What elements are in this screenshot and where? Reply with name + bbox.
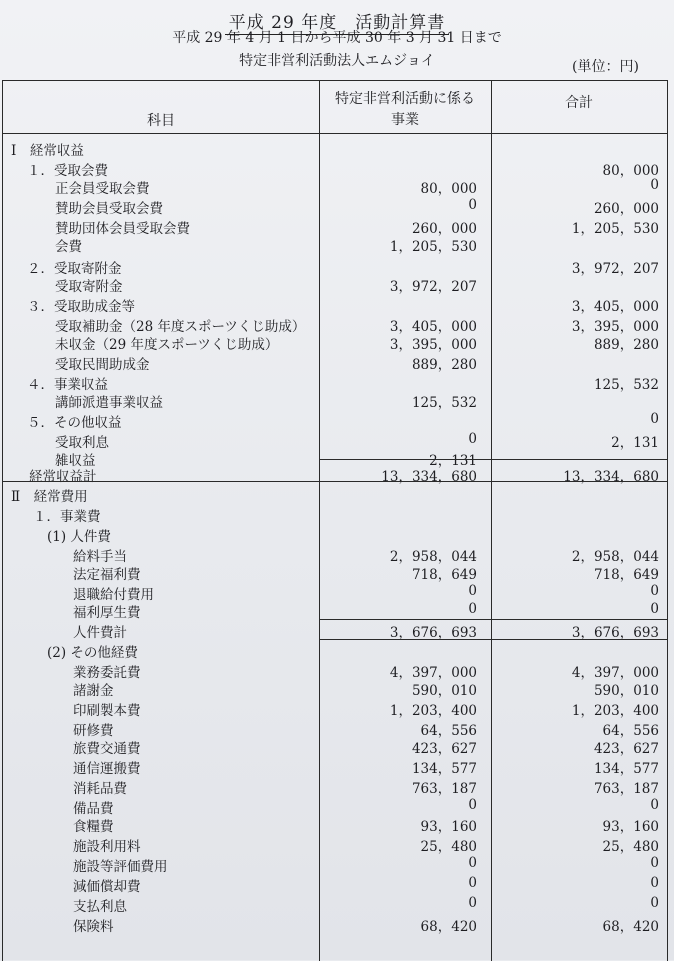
row-label: 賛助団体会員受取会費 <box>55 221 190 237</box>
table-row <box>3 737 667 757</box>
total-amount: 0 <box>650 875 659 891</box>
table-row <box>3 835 667 855</box>
business-amount: 3，676，693 <box>389 625 477 641</box>
business-amount: 3，972，207 <box>389 279 477 295</box>
organization-name: 特定非営利活動法人エムジョイ <box>239 53 435 69</box>
table-row <box>3 661 667 681</box>
row-label: 会費 <box>55 239 82 255</box>
total-amount: 260，000 <box>593 201 659 217</box>
row-label: ３．受取助成金等 <box>27 299 135 315</box>
business-amount: 80，000 <box>420 181 477 197</box>
table-row <box>3 295 667 315</box>
table-row <box>3 315 667 335</box>
total-amount: 13，334，680 <box>563 469 659 485</box>
table-row <box>3 505 667 525</box>
table-row <box>3 139 667 159</box>
table-row <box>3 545 667 565</box>
document-title: 平成 29 年度 活動計算書 <box>0 8 674 33</box>
row-label: 受取民間助成金 <box>55 357 150 373</box>
total-amount: 0 <box>650 855 659 871</box>
total-amount: 134，577 <box>593 761 659 777</box>
row-label: 印刷製本費 <box>73 703 141 719</box>
row-label: (1) 人件費 <box>47 529 111 545</box>
business-amount: 68，420 <box>420 919 477 935</box>
row-label: ２．受取寄附金 <box>27 261 122 277</box>
row-label: 施設利用料 <box>73 839 141 855</box>
row-label: 支払利息 <box>73 899 127 915</box>
table-row <box>3 197 667 217</box>
table-row <box>3 275 667 295</box>
row-label: 賛助会員受取会費 <box>55 201 163 217</box>
table-row <box>3 485 667 505</box>
row-label: ４．事業収益 <box>27 377 108 393</box>
total-amount: 25，480 <box>602 839 659 855</box>
header-total: 合計 <box>565 95 593 111</box>
total-amount: 3，395，000 <box>571 319 659 335</box>
table-row <box>3 583 667 603</box>
business-amount: 0 <box>468 895 477 911</box>
business-amount: 4，397，000 <box>389 665 477 681</box>
row-label: Ⅰ 経常収益 <box>11 143 84 159</box>
row-label: 受取補助金（28 年度スポーツくじ助成） <box>55 319 306 335</box>
total-amount: 0 <box>650 583 659 599</box>
business-amount: 1，205，530 <box>389 239 477 255</box>
business-amount: 718，649 <box>411 567 477 583</box>
header-business-line1: 特定非営利活動に係る <box>335 91 475 107</box>
table-row <box>3 431 667 451</box>
total-amount: 3，972，207 <box>571 261 659 277</box>
table-row <box>3 699 667 719</box>
header-subject: 科目 <box>147 113 175 129</box>
row-label: 正会員受取会費 <box>55 181 150 197</box>
business-amount: 1，203，400 <box>389 703 477 719</box>
total-amount: 68，420 <box>602 919 659 935</box>
table-row <box>3 333 667 353</box>
row-label: 未収金（29 年度スポーツくじ助成） <box>55 337 279 353</box>
header-business-line2: 事業 <box>391 112 419 128</box>
total-amount: 93，160 <box>602 819 659 835</box>
business-amount: 13，334，680 <box>381 469 477 485</box>
table-row <box>3 855 667 875</box>
business-amount: 0 <box>468 601 477 617</box>
table-row <box>3 353 667 373</box>
table-row <box>3 235 667 255</box>
subtotal-rule-bottom-1 <box>319 481 667 482</box>
fiscal-period: 平成 29 年 4 月 1 日から平成 30 年 3 月 31 日まで <box>172 30 502 46</box>
row-label: 研修費 <box>73 723 114 739</box>
business-amount: 25，480 <box>420 839 477 855</box>
total-amount: 763，187 <box>593 781 659 797</box>
row-label: (2) その他経費 <box>47 645 138 661</box>
row-label: 旅費交通費 <box>73 741 141 757</box>
income-total-rule <box>3 481 319 482</box>
row-label: Ⅱ 経常費用 <box>11 489 88 505</box>
row-label: ５．その他収益 <box>27 415 122 431</box>
unit-label: (単位：円) <box>572 59 639 75</box>
business-amount: 93，160 <box>420 819 477 835</box>
business-amount: 125，532 <box>411 395 477 411</box>
business-amount: 590，010 <box>411 683 477 699</box>
business-amount: 0 <box>468 797 477 813</box>
total-amount: 3，405，000 <box>571 299 659 315</box>
row-label: 業務委託費 <box>73 665 141 681</box>
business-amount: 763，187 <box>411 781 477 797</box>
row-label: 雑収益 <box>55 453 96 469</box>
total-amount: 889，280 <box>593 337 659 353</box>
total-amount: 0 <box>650 895 659 911</box>
row-label: 備品費 <box>73 801 114 817</box>
business-amount: 260，000 <box>411 221 477 237</box>
row-label: 退職給付費用 <box>73 587 154 603</box>
row-label: １．事業費 <box>33 509 101 525</box>
table-row <box>3 217 667 237</box>
row-label: 保険料 <box>73 919 114 935</box>
row-label: 人件費計 <box>73 625 127 641</box>
row-label: 経常収益計 <box>29 469 97 485</box>
total-amount: 1，203，400 <box>571 703 659 719</box>
business-amount: 0 <box>468 197 477 213</box>
table-row <box>3 679 667 699</box>
business-amount: 134，577 <box>411 761 477 777</box>
table-row <box>3 797 667 817</box>
business-amount: 3，395，000 <box>389 337 477 353</box>
total-amount: 125，532 <box>593 377 659 393</box>
business-amount: 889，280 <box>411 357 477 373</box>
total-amount: 0 <box>650 601 659 617</box>
table-row <box>3 465 667 485</box>
total-amount: 3，676，693 <box>571 625 659 641</box>
row-label: 施設等評価費用 <box>73 859 168 875</box>
table-row <box>3 815 667 835</box>
table-row <box>3 641 667 661</box>
total-amount: 0 <box>650 411 659 427</box>
total-amount: 423，627 <box>593 741 659 757</box>
table-row <box>3 411 667 431</box>
business-amount: 2，131 <box>429 453 477 469</box>
row-label: 給料手当 <box>73 549 127 565</box>
table-row <box>3 391 667 411</box>
business-amount: 0 <box>468 431 477 447</box>
table-row <box>3 915 667 935</box>
subtotal-rule-bottom-2 <box>319 639 667 640</box>
total-amount: 64，556 <box>602 723 659 739</box>
total-amount: 80，000 <box>602 163 659 179</box>
table-row <box>3 621 667 641</box>
table-row <box>3 875 667 895</box>
table-row <box>3 257 667 277</box>
total-amount: 718，649 <box>593 567 659 583</box>
table-row <box>3 777 667 797</box>
business-amount: 0 <box>468 583 477 599</box>
row-label: １．受取会費 <box>27 163 108 179</box>
business-amount: 0 <box>468 855 477 871</box>
business-amount: 2，958，044 <box>389 549 477 565</box>
business-amount: 0 <box>468 875 477 891</box>
row-label: 法定福利費 <box>73 567 141 583</box>
activity-statement-table <box>2 80 668 961</box>
subtotal-rule-top-1 <box>319 459 667 460</box>
row-label: 受取利息 <box>55 435 109 451</box>
business-amount: 3，405，000 <box>389 319 477 335</box>
table-row <box>3 159 667 179</box>
table-row <box>3 563 667 583</box>
total-amount: 2，131 <box>611 435 659 451</box>
row-label: 講師派遣事業収益 <box>55 395 163 411</box>
row-label: 食糧費 <box>73 819 114 835</box>
header-divider <box>3 133 667 134</box>
table-row <box>3 719 667 739</box>
subtotal-rule-top-2 <box>319 619 667 620</box>
row-label: 減価償却費 <box>73 879 141 895</box>
business-amount: 423，627 <box>411 741 477 757</box>
row-label: 福利厚生費 <box>73 605 141 621</box>
total-amount: 1，205，530 <box>571 221 659 237</box>
total-amount: 4，397，000 <box>571 665 659 681</box>
total-amount: 590，010 <box>593 683 659 699</box>
total-amount: 2，958，044 <box>571 549 659 565</box>
table-row <box>3 525 667 545</box>
row-label: 消耗品費 <box>73 781 127 797</box>
row-label: 諸謝金 <box>73 683 114 699</box>
table-row <box>3 895 667 915</box>
table-row <box>3 373 667 393</box>
business-amount: 64，556 <box>420 723 477 739</box>
row-label: 受取寄附金 <box>55 279 123 295</box>
total-amount: 0 <box>650 797 659 813</box>
row-label: 通信運搬費 <box>73 761 141 777</box>
table-row <box>3 757 667 777</box>
table-row <box>3 177 667 197</box>
table-row <box>3 601 667 621</box>
total-amount: 0 <box>650 177 659 193</box>
